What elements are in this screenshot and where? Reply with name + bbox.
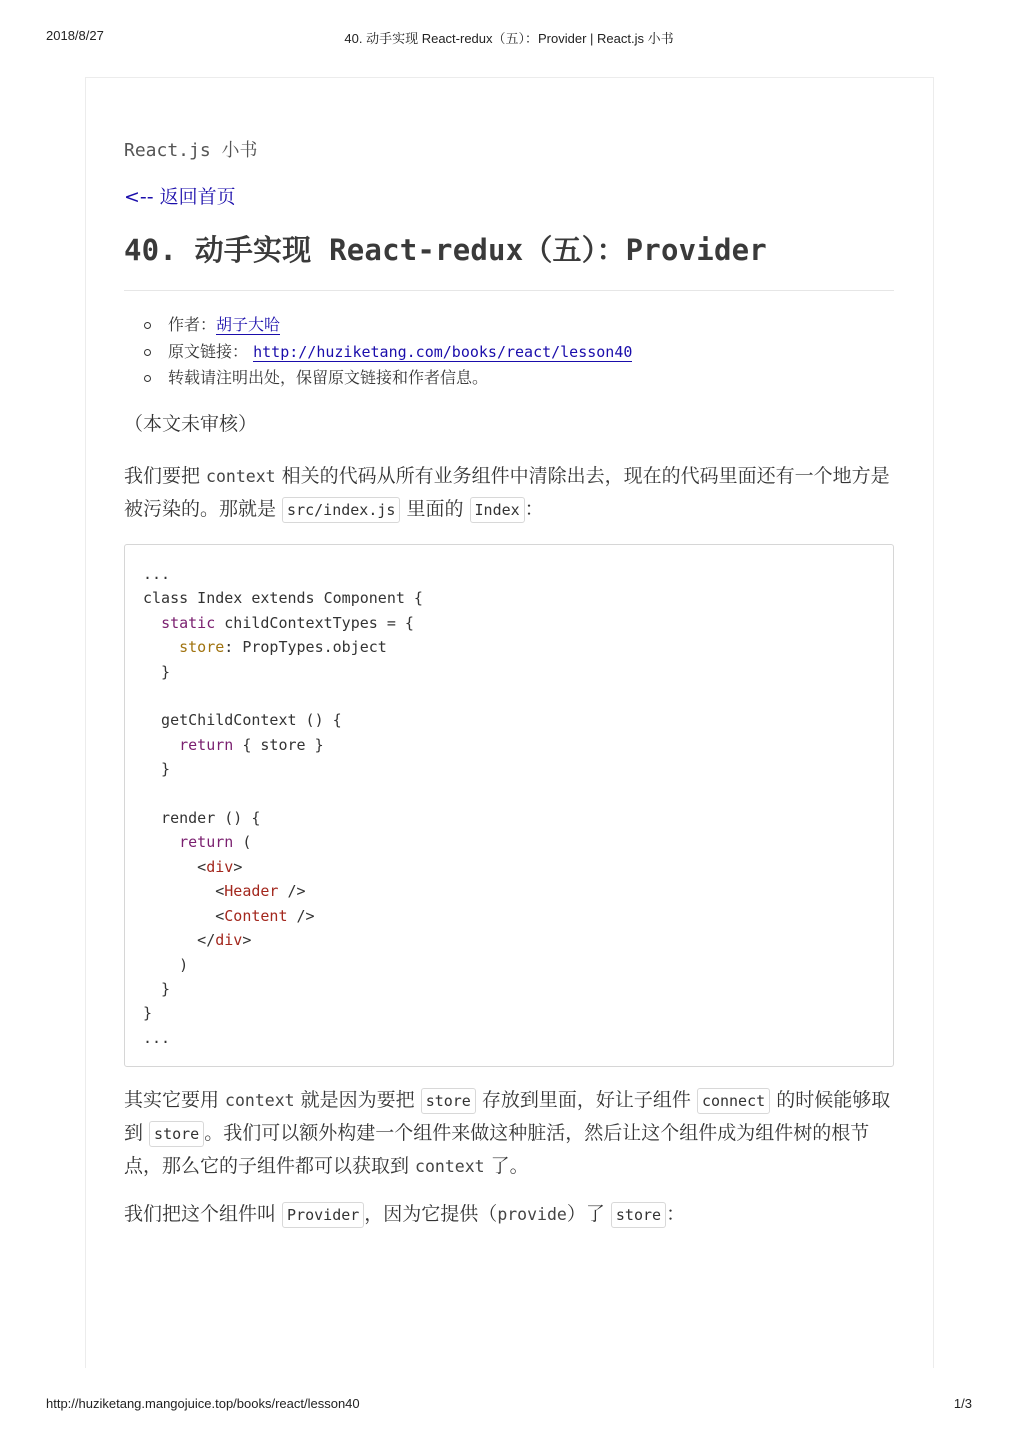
print-footer (0, 1396, 1018, 1416)
code-line: return { store } (179, 735, 324, 754)
inline-code: store (421, 1088, 476, 1114)
review-note: （本文未审核） (124, 413, 258, 435)
page-title: 40. 动手实现 React-redux（五）：Provider (124, 233, 767, 267)
text: ： (524, 498, 544, 520)
bullet-icon (144, 349, 151, 356)
text: 。我们可以额外构建一个组件来做这种脏活，然后让这个组件成为组件树的根节点，那么它的子组件都可以获取到 (124, 1122, 870, 1177)
paragraph-3 (124, 1198, 899, 1231)
source-label: 原文链接： (168, 341, 249, 361)
inline-code: connect (697, 1088, 770, 1114)
print-header (0, 28, 1018, 48)
code-line: ... (143, 1028, 171, 1047)
text: 其实它要用 (124, 1089, 226, 1111)
meta-author (144, 312, 632, 339)
text: 相关的代码从所有业务组件中清除出去，现在的代码里面还有一个地方是被污染的。那就是 (124, 465, 890, 520)
site-title: React.js 小书 (124, 140, 258, 161)
text: 的时候能够取到 (124, 1089, 891, 1144)
code-line: } (143, 662, 171, 681)
inline-code: store (149, 1121, 204, 1147)
inline-code: src/index.js (282, 497, 400, 523)
code-line: render () { (143, 809, 261, 828)
paragraph-2 (124, 1084, 899, 1183)
code-listing (143, 562, 423, 1050)
meta-notice (144, 365, 632, 392)
code-line: ) (143, 955, 189, 974)
bullet-icon (144, 375, 151, 382)
inline-code: context (225, 1091, 295, 1110)
inline-code: context (415, 1157, 485, 1176)
code-line: getChildContext () { (143, 711, 342, 730)
inline-code: store (611, 1202, 666, 1228)
code-line: } (143, 760, 171, 779)
code-line: } (143, 979, 171, 998)
inline-code: Index (470, 497, 525, 523)
text: ）了 (566, 1203, 611, 1225)
text: 存放到里面，好让子组件 (475, 1089, 697, 1111)
bullet-icon (144, 322, 151, 329)
meta-source (144, 339, 632, 366)
text: 我们把这个组件叫 (124, 1203, 283, 1225)
code-line: class Index extends Component { (143, 589, 423, 608)
code-block (124, 544, 894, 1067)
print-date: 2018/8/27 (46, 28, 104, 43)
print-page-number: 1/3 (953, 1396, 972, 1411)
code-line: <Content /> (143, 906, 315, 925)
code-line: return ( (179, 833, 252, 852)
back-home-link[interactable]: <-- 返回首页 (124, 186, 236, 208)
print-title: 40. 动手实现 React-redux（五）：Provider | React.js 小书 (344, 31, 674, 46)
meta-list (144, 312, 632, 392)
code-line: } (143, 1004, 153, 1023)
title-divider (124, 290, 894, 291)
copyright-notice: 转载请注明出处，保留原文链接和作者信息。 (168, 368, 489, 387)
paragraph-1 (124, 460, 899, 526)
inline-code: provide (497, 1205, 567, 1224)
text: ： (666, 1203, 686, 1225)
text: 就是因为要把 (294, 1089, 421, 1111)
code-line: static childContextTypes = { (161, 613, 414, 632)
code-line: </div> (143, 931, 252, 950)
code-line: ... (143, 565, 171, 583)
text: ，因为它提供（ (364, 1203, 498, 1225)
author-link[interactable]: 胡子大哈 (216, 315, 281, 334)
code-line: <Header /> (143, 882, 306, 901)
source-url-link[interactable]: http://huziketang.com/books/react/lesson40 (253, 342, 633, 361)
text: 里面的 (400, 498, 470, 520)
author-label: 作者： (168, 315, 217, 334)
code-line: store: PropTypes.object (179, 638, 387, 657)
inline-code: context (206, 467, 276, 486)
article-page (85, 77, 934, 1368)
inline-code: Provider (282, 1202, 364, 1228)
print-url: http://huziketang.mangojuice.top/books/react/lesson40 (46, 1396, 360, 1411)
code-line: <div> (143, 857, 243, 876)
text: 我们要把 (124, 465, 207, 487)
text: 了。 (484, 1155, 529, 1177)
